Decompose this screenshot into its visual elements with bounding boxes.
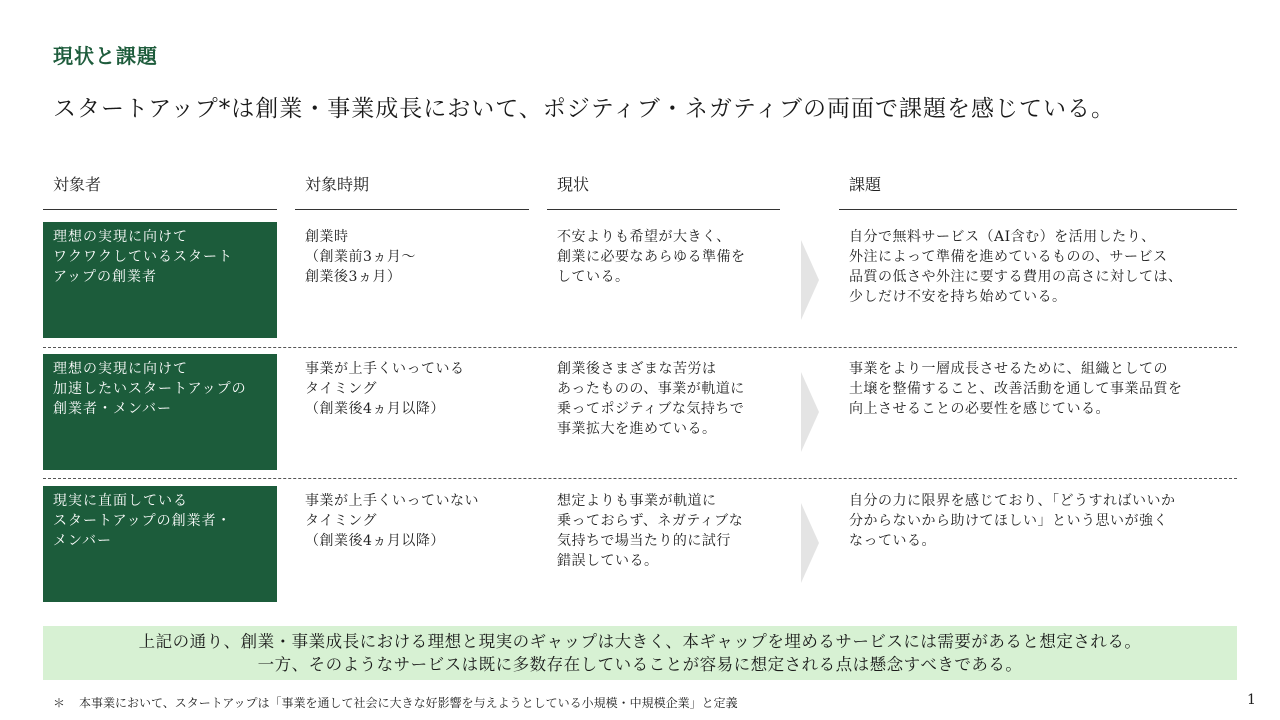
page-number: 1 <box>1247 692 1256 708</box>
row-1-period-line-2: （創業前3ヵ月〜 <box>305 249 416 265</box>
row-2-target-line-1: 理想の実現に向けて <box>53 361 188 377</box>
row-3-target-line-1: 現実に直面している <box>53 493 188 509</box>
summary-line-2: 一方、そのようなサービスは既に多数存在していることが容易に想定される点は懸念すべきである。 <box>257 655 1023 674</box>
summary-line-1: 上記の通り、創業・事業成長における理想と現実のギャップは大きく、本ギャップを埋めるサービスには需要があると想定される。 <box>138 632 1142 651</box>
section-label: 現状と課題 <box>53 44 158 68</box>
column-header-target: 対象者 <box>43 172 277 210</box>
row-2-status-line-1: 創業後さまざまな苦労は <box>557 361 717 377</box>
row-3-period-line-3: （創業後4ヵ月以降） <box>305 533 445 549</box>
row-2-target-line-2: 加速したいスタートアップの <box>53 381 247 397</box>
row-3-status-line-2: 乗っておらず、ネガティブな <box>557 513 744 529</box>
row-2-target <box>43 354 277 470</box>
row-2-period-line-1: 事業が上手くいっている <box>305 361 465 377</box>
row-1-issue <box>849 227 1237 307</box>
row-1-status <box>557 227 780 287</box>
row-2-status-line-4: 事業拡大を進めている。 <box>557 421 717 437</box>
row-2-issue <box>849 359 1237 419</box>
row-3-status-line-4: 錯誤している。 <box>557 553 659 569</box>
row-2-issue-line-1: 事業をより一層成長させるために、組織としての <box>849 361 1168 377</box>
row-1-target-line-2: ワクワクしているスタート <box>53 249 233 265</box>
row-3-status-line-1: 想定よりも事業が軌道に <box>557 493 717 509</box>
row-3-status <box>557 491 780 571</box>
column-header-period: 対象時期 <box>295 172 529 210</box>
row-1-issue-line-2: 外注によって準備を進めているものの、サービス <box>849 249 1168 265</box>
row-3-target-line-2: スタートアップの創業者・ <box>53 513 232 529</box>
row-3-issue <box>849 491 1237 551</box>
row-2-status-line-3: 乗ってポジティブな気持ちで <box>557 401 745 417</box>
row-3-period-line-1: 事業が上手くいっていない <box>305 493 479 509</box>
row-divider-2 <box>43 478 1237 479</box>
row-1-target-line-3: アップの創業者 <box>53 269 158 285</box>
row-1-status-line-1: 不安よりも希望が大きく、 <box>557 229 731 245</box>
row-3-arrow-icon <box>801 503 819 583</box>
footnote-mark: ＊ <box>53 696 66 710</box>
row-divider-1 <box>43 347 1237 348</box>
row-1-status-line-3: している。 <box>557 269 630 285</box>
row-1-period-line-3: 創業後3ヵ月） <box>305 269 402 285</box>
row-2-target-line-3: 創業者・メンバー <box>53 401 173 417</box>
summary-box <box>43 626 1237 680</box>
row-1-arrow-icon <box>801 240 819 320</box>
row-3-period-line-2: タイミング <box>305 513 377 529</box>
row-2-arrow-icon <box>801 372 819 452</box>
row-1-issue-line-1: 自分で無料サービス（AI含む）を活用したり、 <box>849 229 1156 245</box>
row-1-period <box>305 227 529 287</box>
row-2-status <box>557 359 780 439</box>
footnote-text: 本事業において、スタートアップは「事業を通して社会に大きな好影響を与えようとしている小規模・中規模企業」と定義 <box>79 696 738 710</box>
row-1-period-line-1: 創業時 <box>305 229 349 245</box>
row-3-target <box>43 486 277 602</box>
footnote <box>53 694 738 711</box>
row-2-issue-line-2: 土壌を整備すること、改善活動を通して事業品質を <box>849 381 1183 397</box>
page-headline: スタートアップ*は創業・事業成長において、ポジティブ・ネガティブの両面で課題を感じている。 <box>53 96 1116 122</box>
row-2-period <box>305 359 529 419</box>
column-header-status: 現状 <box>547 172 780 210</box>
row-2-issue-line-3: 向上させることの必要性を感じている。 <box>849 401 1110 417</box>
row-3-issue-line-3: なっている。 <box>849 533 936 549</box>
column-header-issue: 課題 <box>839 172 1237 210</box>
row-3-period <box>305 491 529 551</box>
row-1-issue-line-3: 品質の低さや外注に要する費用の高さに対しては、 <box>849 269 1183 285</box>
row-2-period-line-2: タイミング <box>305 381 377 397</box>
row-3-target-line-3: メンバー <box>53 533 113 549</box>
row-3-status-line-3: 気持ちで場当たり的に試行 <box>557 533 731 549</box>
row-1-target-line-1: 理想の実現に向けて <box>53 229 188 245</box>
row-3-issue-line-2: 分からないから助けてほしい」という思いが強く <box>849 513 1168 529</box>
row-2-status-line-2: あったものの、事業が軌道に <box>557 381 745 397</box>
row-1-issue-line-4: 少しだけ不安を持ち始めている。 <box>849 289 1067 305</box>
row-1-target <box>43 222 277 338</box>
row-2-period-line-3: （創業後4ヵ月以降） <box>305 401 445 417</box>
row-3-issue-line-1: 自分の力に限界を感じており、「どうすればいいか <box>849 493 1176 509</box>
row-1-status-line-2: 創業に必要なあらゆる準備を <box>557 249 746 265</box>
